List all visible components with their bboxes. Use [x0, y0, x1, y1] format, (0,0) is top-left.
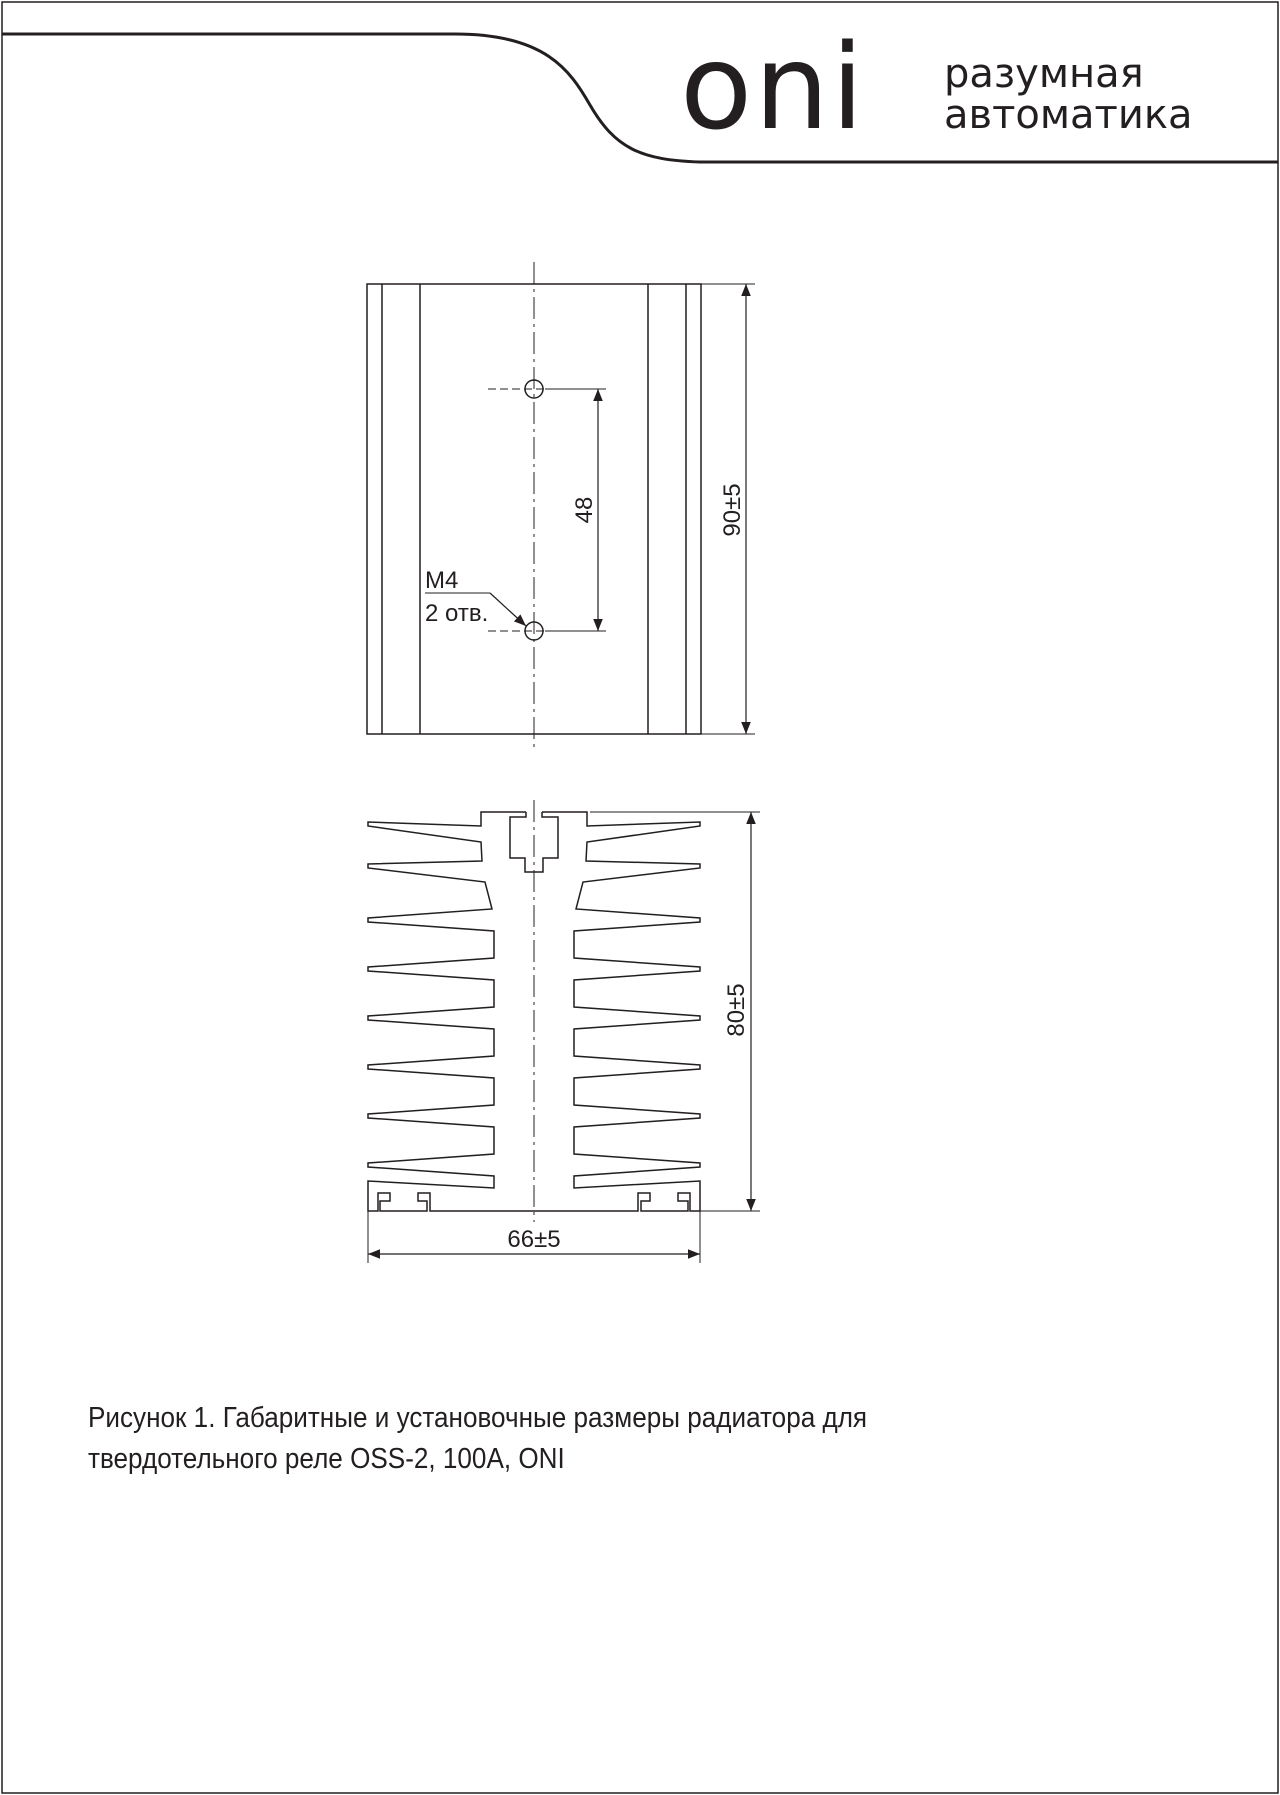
heatsink-profile-right	[534, 812, 700, 1211]
figure-caption	[88, 1398, 1208, 1480]
caption-line-1: Рисунок 1. Габаритные и установочные размеры радиатора для	[88, 1402, 868, 1434]
front-view-width-label: 66±5	[507, 1226, 561, 1253]
caption-line-2: твердотельного реле OSS-2, 100A, ONI	[88, 1443, 565, 1475]
tagline-line1: разумная	[944, 51, 1144, 97]
hole-leader-line	[490, 593, 526, 626]
top-view-height-label: 90±5	[719, 483, 746, 537]
hole-label-count: 2 отв.	[425, 600, 489, 627]
front-view-height-label: 80±5	[723, 983, 750, 1037]
brand-logo	[680, 18, 866, 156]
hole-spacing-label: 48	[571, 496, 598, 524]
logo-text: oni	[680, 18, 866, 156]
top-view	[367, 262, 755, 752]
tagline-line2: автоматика	[944, 92, 1193, 138]
hole-label-thread: M4	[425, 567, 459, 594]
heatsink-profile-left	[368, 812, 534, 1211]
front-view	[368, 800, 760, 1263]
page-border	[2, 2, 1278, 1793]
